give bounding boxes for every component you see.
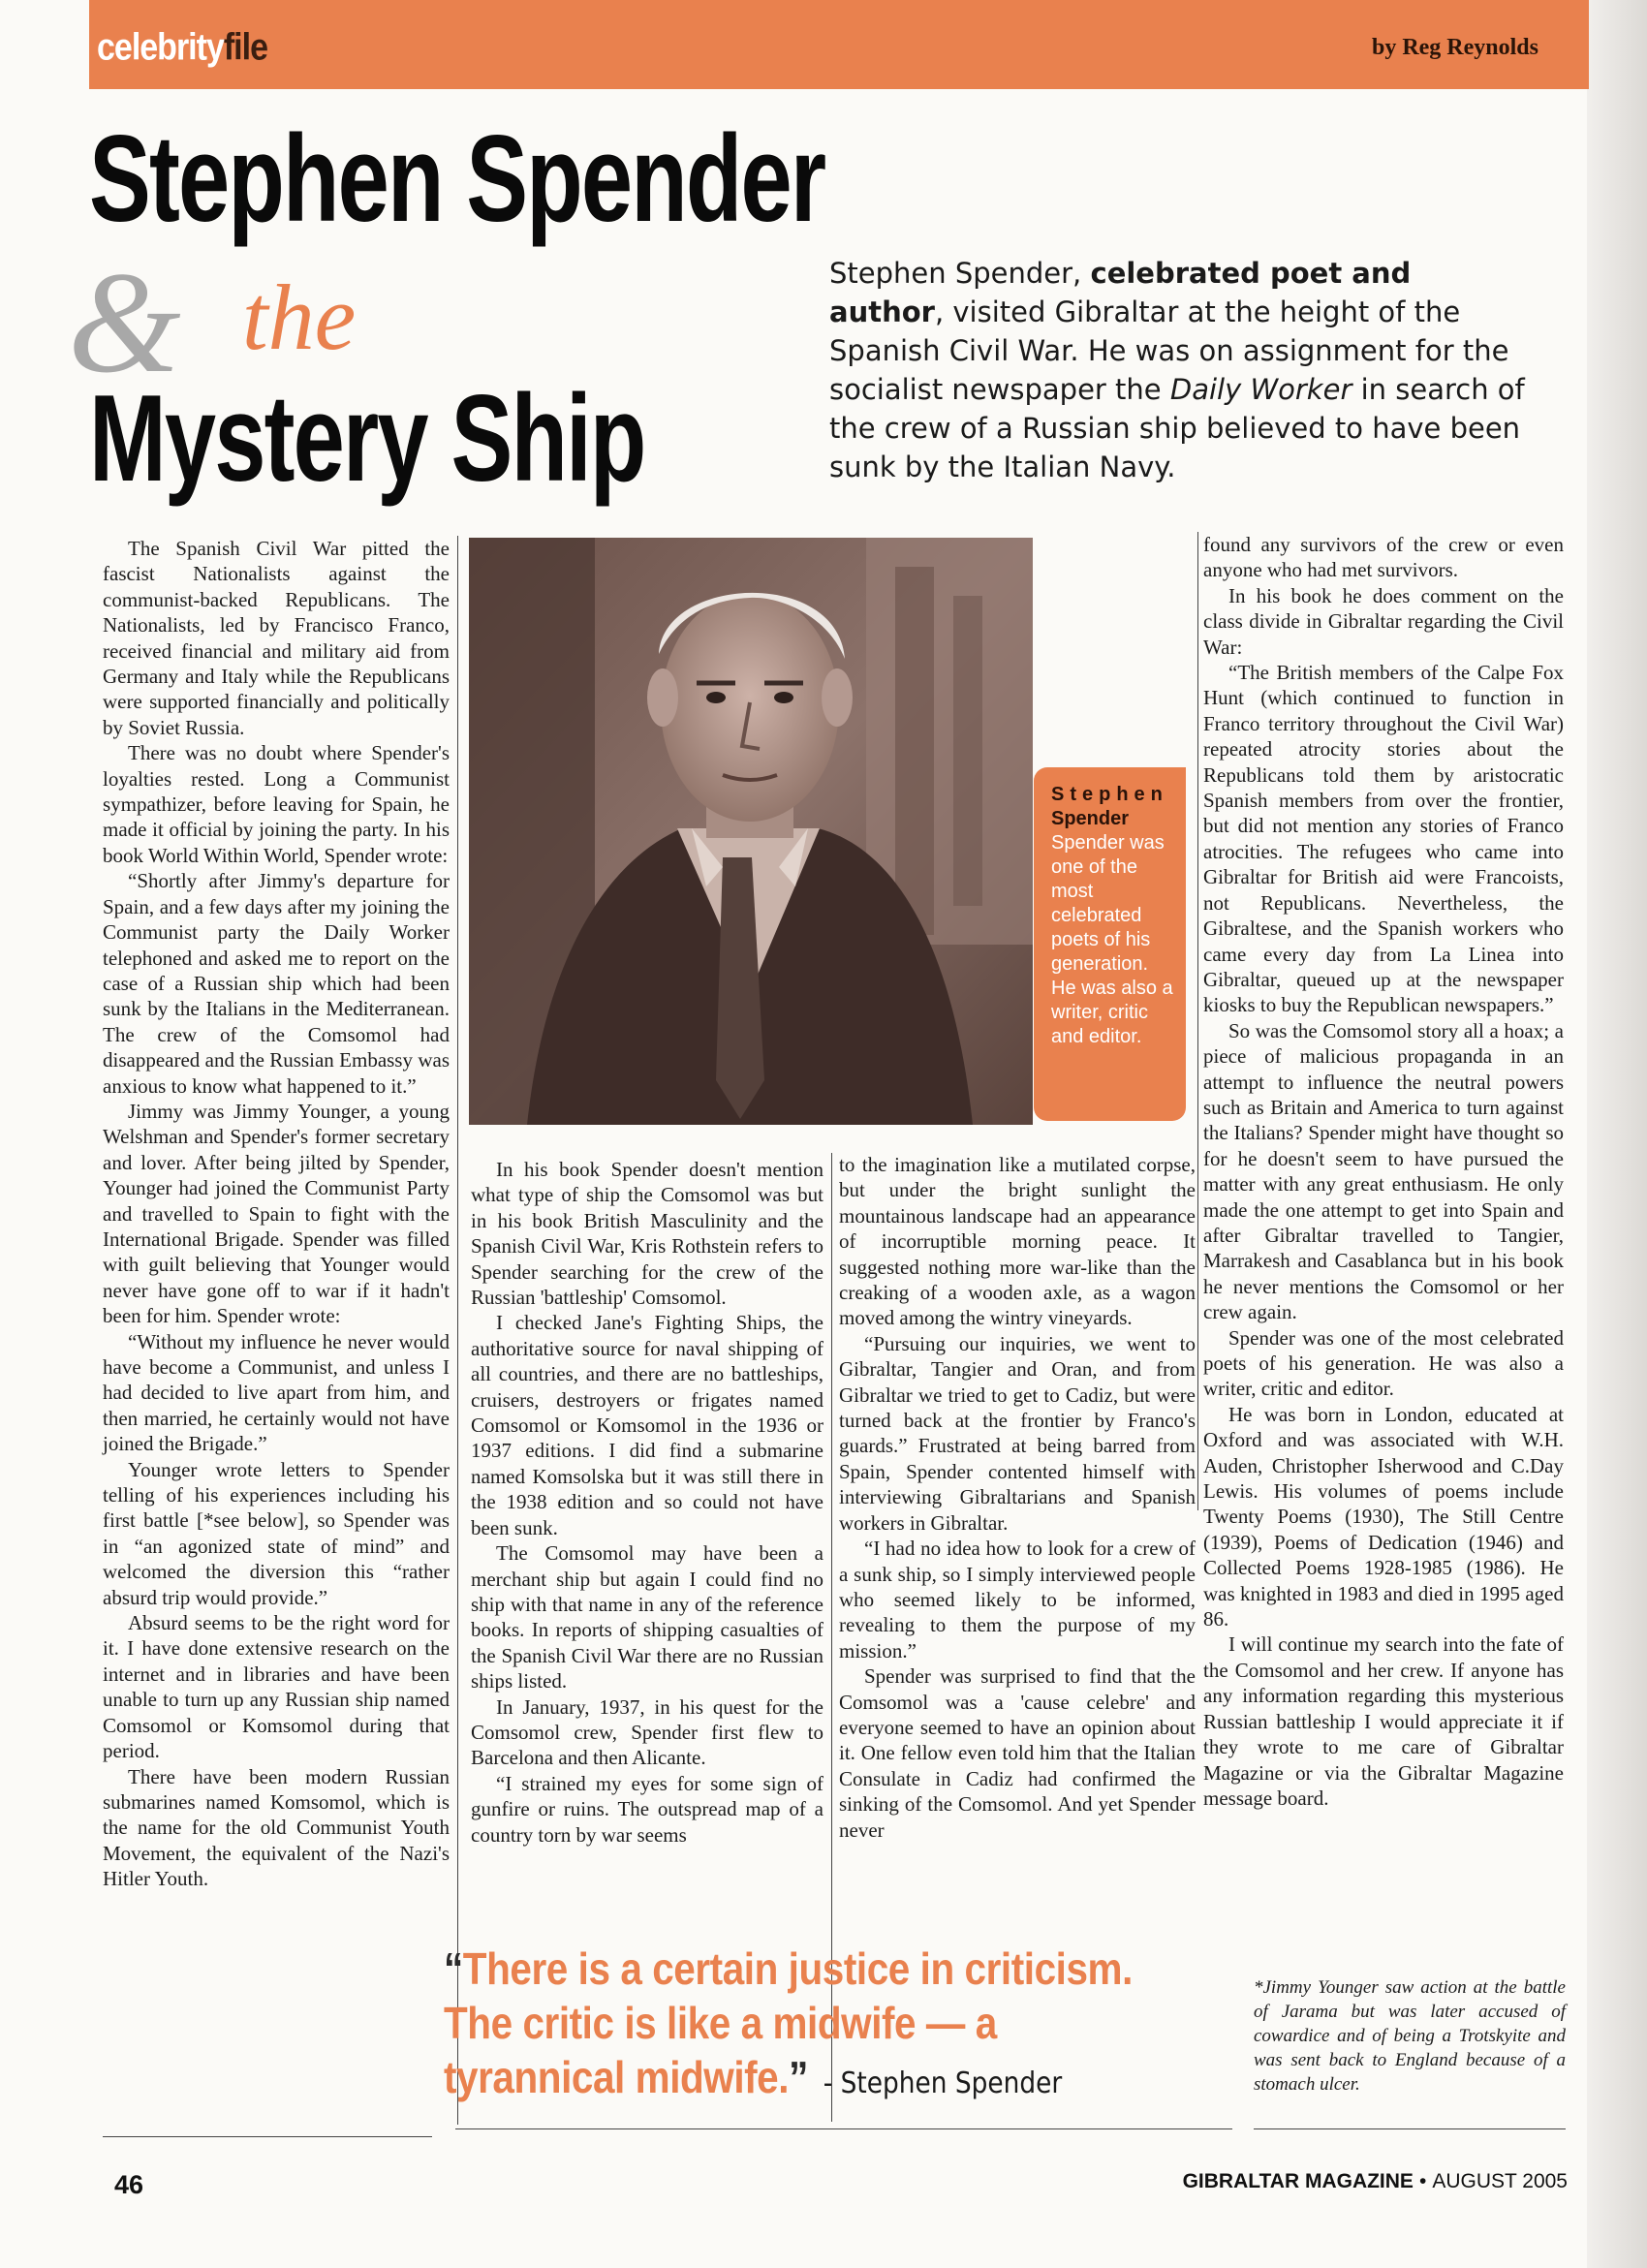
footer-separator: • — [1418, 2170, 1427, 2192]
headline-line-2: Mystery Ship — [89, 370, 645, 509]
paragraph: “Shortly after Jimmy's departure for Spain, and a few days after my joining the Communist party the Daily Worker telephoned and asked me to report on the case of a Russian ship which had been sunk by the Italians in the Mediterranean. The crew of the Comsomol had disappeared and the Russian Embassy was anxious to know what happened to it.” — [103, 869, 450, 1098]
pull-quote — [444, 1942, 1143, 2111]
paragraph: found any survivors of the crew or even anyone who had met survivors. — [1203, 533, 1564, 582]
paragraph: “Pursuing our inquiries, we went to Gibraltar, Tangier and Oran, and from Gibraltar we tried to get to Cadiz, but were turned back at the frontier by Franco's guards.” Frustrated at being barred from Spain, Spender contented himself with interviewing Gibraltarians and Spanish workers in Gibraltar. — [839, 1331, 1196, 1535]
paragraph: There was no doubt where Spender's loyalties rested. Long a Communist sympathizer, before leaving for Spain, he made it official by joining the party. In his book World Within World, Spender wrote: — [103, 741, 450, 867]
paragraph: There have been modern Russian submarines named Komsomol, which is the name for the old Communist Youth Movement, the equivalent of the Nazi's Hitler Youth. — [103, 1764, 450, 1891]
paragraph: to the imagination like a mutilated corpse, but under the bright sunlight the mountainous landscape had an appearance of incorruptible morning peace. It suggested nothing more war-like than the creaking of a wooden axle, as a wagon moved among the wintry vineyards. — [839, 1153, 1196, 1330]
section-tag — [97, 26, 267, 70]
bottom-rule — [103, 2136, 432, 2137]
section-tag-dark: file — [223, 26, 267, 69]
pull-quote-text: There is a certain justice in criticism. The critic is like a midwife — a tyrannical midwife. — [444, 1943, 1133, 2102]
headline-line-1: Stephen Spender — [89, 110, 825, 249]
bottom-rule — [1254, 2128, 1566, 2129]
caption-text: Spender was one of the most celebrated poets of his generation. He was also a writer, critic and editor. — [1051, 832, 1173, 1047]
paragraph: He was born in London, educated at Oxford and was associated with W.H. Auden, Christopher Isherwood and C.Day Lewis. His volumes of poems include Twenty Poems (1930), The Still Centre (1939), Poems of Dedication (1946) and Collected Poems 1928-1985 (1986). He was knighted in 1983 and died in 1995 aged 86. — [1203, 1402, 1564, 1631]
headline-ampersand: & — [68, 242, 181, 403]
paragraph: Spender was surprised to find that the Comsomol was a 'cause celebre' and everyone seemed to have an opinion about it. One fellow even told him that the Italian Consulate in Cadiz had confirmed the sinking of the Comsomol. And yet Spender never — [839, 1664, 1196, 1842]
paragraph: Younger wrote letters to Spender telling of his experiences including his first battle [*see below], so Spender was in “an agonized state of mind” and welcomed the diversion this “rather absurd trip would provide.” — [103, 1457, 450, 1609]
header-banner — [89, 0, 1589, 89]
paragraph: I will continue my search into the fate of the Comsomol and her crew. If anyone has any information regarding this mysterious Russian battleship I would appreciate it if they wrote to me care of Gibraltar Magazine or via the Gibraltar Magazine message board. — [1203, 1632, 1564, 1810]
column-rule — [1197, 532, 1198, 1510]
standfirst-text: Stephen Spender, — [829, 257, 1091, 290]
standfirst — [829, 254, 1527, 486]
standfirst-text: in search of the crew of a Russian ship believed to have been sunk by the Italian Navy. — [829, 373, 1525, 483]
paragraph: “Without my influence he never would have become a Communist, and unless I had decided to live apart from him, and then married, he certainly would not have joined the Brigade.” — [103, 1329, 450, 1456]
paragraph: Jimmy was Jimmy Younger, a young Welshman and Spender's former secretary and lover. After being jilted by Spender, Younger had joined the Communist Party and travelled to Spain to fight with the International Brigade. Spender was filled with guilt believing that Younger would never have gone off to war if it hadn't been for him. Spender wrote: — [103, 1099, 450, 1328]
page-edge — [1587, 0, 1647, 2268]
paragraph: “I had no idea how to look for a crew of a sunk ship, so I simply interviewed people who seemed likely to be informed, revealing to them the purpose of my mission.” — [839, 1537, 1196, 1662]
caption-name-last: Spender — [1051, 808, 1130, 829]
body-column-2 — [471, 1157, 824, 1848]
standfirst-italic: Daily Worker — [1169, 373, 1352, 406]
footer-publication — [1183, 2170, 1568, 2193]
paragraph: The Spanish Civil War pitted the fascist Nationalists against the communist-backed Republicans. The Nationalists, led by Francisco Franco, received financial and military aid from Germany and Italy while the Republicans were supported financially and politically by Soviet Russia. — [103, 537, 450, 739]
page-number: 46 — [114, 2170, 144, 2199]
magazine-name: GIBRALTAR MAGAZINE — [1182, 2170, 1414, 2192]
section-tag-light: celebrity — [97, 26, 224, 69]
body-column-3 — [839, 1152, 1196, 1843]
standfirst-text: , visited Gibraltar at the height of the Spanish Civil War. He was on assignment for the socialist newspaper the — [829, 295, 1509, 406]
paragraph: The Comsomol may have been a merchant ship but again I could find no ship with that name in any of the reference books. In reports of shipping casualties of the Spanish Civil War there are no Russian ships listed. — [471, 1541, 824, 1693]
body-column-1 — [103, 536, 450, 1892]
photo-caption — [1034, 767, 1186, 1121]
bottom-rule — [455, 2128, 1232, 2129]
paragraph: In January, 1937, in his quest for the Comsomol crew, Spender first flew to Barcelona and then Alicante. — [471, 1694, 824, 1770]
paragraph: Absurd seems to be the right word for it. I have done extensive research on the internet and in libraries and have been unable to turn up any Russian ship named Comsomol or Komsomol during that period. — [103, 1611, 450, 1763]
quote-close-mark: ” — [789, 2052, 808, 2102]
portrait-photo — [469, 538, 1033, 1125]
body-column-4 — [1203, 532, 1564, 1811]
paragraph: In his book Spender doesn't mention what type of ship the Comsomol was but in his book British Masculinity and the Spanish Civil War, Kris Rothstein refers to Spender searching for the crew of the Russian 'battleship' Comsomol. — [471, 1158, 824, 1310]
headline-the: the — [242, 265, 357, 369]
caption-name-first: Stephen — [1051, 784, 1168, 805]
paragraph: I checked Jane's Fighting Ships, the authoritative source for naval shipping of all countries, and there are no battleships, cruisers, destroyers or frigates named Comsomol or Komsomol in the 1936 or 1937 editions. I did find a submarine named Komsolska but it was still there in the 1938 edition and so could not have been sunk. — [471, 1311, 824, 1539]
column-rule — [457, 536, 458, 2125]
paragraph: So was the Comsomol story all a hoax; a piece of malicious propaganda in an attempt to influence the neutral powers such as Britain and America to turn against the Italians? Spender might have thought so for he doesn't seem to have pursued the matter with any great enthusiasm. He only made the one attempt to get into Spain and after Gibraltar travelled to Tangier, Marrakesh and Casablanca but in his book he never mentions the Comsomol or her crew again. — [1203, 1018, 1564, 1324]
issue-date: AUGUST 2005 — [1432, 2170, 1568, 2192]
paragraph: Spender was one of the most celebrated poets of his generation. He was also a writer, critic and editor. — [1203, 1325, 1564, 1401]
byline: by Reg Reynolds — [1371, 35, 1538, 60]
footnote: *Jimmy Younger saw action at the battle of Jarama but was later accused of cowardice and of being a Trotskyite and was sent back to England because of a stomach ulcer. — [1254, 1977, 1566, 2095]
quote-open-mark: “ — [444, 1943, 463, 1994]
paragraph: “I strained my eyes for some sign of gunfire or ruins. The outspread map of a country torn by war seems — [471, 1771, 824, 1847]
standfirst-bold: celebrated poet and author — [829, 257, 1412, 328]
paragraph: In his book he does comment on the class divide in Gibraltar regarding the Civil War: — [1203, 583, 1564, 659]
paragraph: “The British members of the Calpe Fox Hunt (which continued to function in Franco territory throughout the Civil War) repeated atrocity stories about the Republicans told them by aristocratic Spanish members from over the frontier, but did not mention any stories of Franco atrocities. The refugees who came into Gibraltar for British aid were Francoists, not Republicans. Nevertheless, the Gibraltese, and the Spanish workers who came every day from La Linea into Gibraltar, queued up at the newspaper kiosks to buy the Republican newspapers.” — [1203, 661, 1564, 1017]
pull-quote-attribution: - Stephen Spender — [823, 2066, 1063, 2100]
